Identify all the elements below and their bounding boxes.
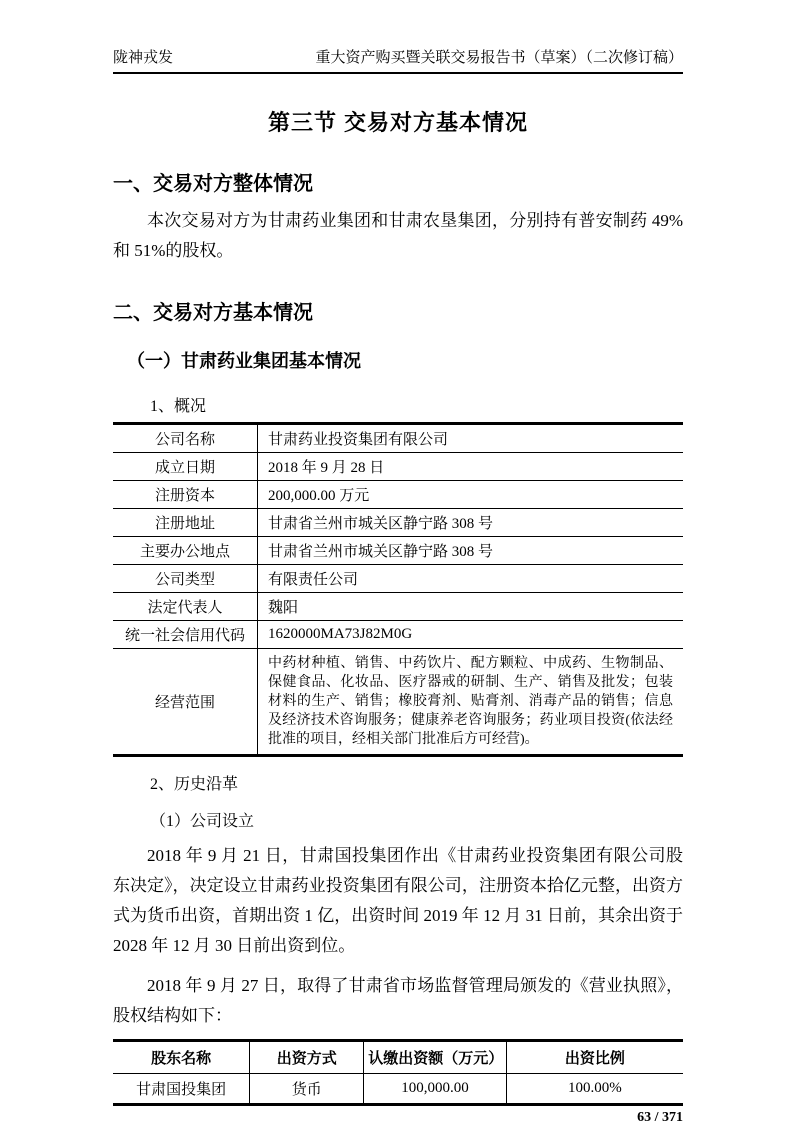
column-header-ratio: 出资比例	[506, 1041, 683, 1074]
field-label: 法定代表人	[113, 593, 258, 621]
field-label: 注册地址	[113, 509, 258, 537]
company-info-table	[113, 422, 683, 757]
shareholder-structure-table	[113, 1039, 683, 1106]
field-label: 统一社会信用代码	[113, 621, 258, 649]
field-value: 甘肃药业投资集团有限公司	[258, 424, 684, 453]
item-history: 2、历史沿革	[150, 776, 239, 793]
table-row	[113, 537, 683, 565]
header-company-short-name: 陇神戎发	[113, 50, 174, 66]
cell-contribution-mode: 货币	[250, 1074, 364, 1105]
field-label: 成立日期	[113, 453, 258, 481]
table-row	[113, 593, 683, 621]
item-overview: 1、概况	[150, 398, 207, 415]
table-row	[113, 621, 683, 649]
heading-counterparty-overall: 一、交易对方整体情况	[113, 173, 313, 195]
field-value: 魏阳	[258, 593, 684, 621]
cell-contribution-ratio: 100.00%	[506, 1074, 683, 1105]
column-header-subscribed-amount: 认缴出资额（万元）	[364, 1041, 507, 1074]
field-value: 甘肃省兰州市城关区静宁路 308 号	[258, 537, 684, 565]
table-row	[113, 453, 683, 481]
field-label: 主要办公地点	[113, 537, 258, 565]
table-row	[113, 481, 683, 509]
field-value: 有限责任公司	[258, 565, 684, 593]
paragraph-establishment-2: 2018 年 9 月 27 日，取得了甘肃省市场监督管理局颁发的《营业执照》，股权结构如下：	[113, 976, 683, 1025]
table-row	[113, 565, 683, 593]
field-label: 公司名称	[113, 424, 258, 453]
table-row	[113, 424, 683, 453]
heading-gansu-pharma-basic: （一）甘肃药业集团基本情况	[127, 351, 361, 371]
table-row	[113, 509, 683, 537]
cell-subscribed-amount: 100,000.00	[364, 1074, 507, 1105]
column-header-shareholder: 股东名称	[113, 1041, 250, 1074]
paragraph-counterparty-overall: 本次交易对方为甘肃药业集团和甘肃农垦集团，分别持有普安制药 49%和 51%的股权。	[113, 211, 683, 260]
running-header	[113, 46, 683, 74]
paragraph-establishment-1: 2018 年 9 月 21 日，甘肃国投集团作出《甘肃药业投资集团有限公司股东决定》，决定设立甘肃药业投资集团有限公司，注册资本拾亿元整，出资方式为货币出资，首期出资 1 亿，出资时间 2019 年 12 月 31 日前，其余出资于 2028 年 12 月 30 日前出资到位。	[113, 846, 683, 955]
field-value: 中药材种植、销售、中药饮片、配方颗粒、中成药、生物制品、保健食品、化妆品、医疗器戒的研制、生产、销售及批发；包装材料的生产、销售；橡胶膏剂、贴膏剂、消毒产品的销售；信息及经济技术咨询服务；健康养老咨询服务；药业项目投资(依法经批准的项目，经相关部门批准后方可经营)。	[268, 656, 673, 747]
table-header-row	[113, 1041, 683, 1074]
table-row	[113, 1074, 683, 1105]
field-value: 甘肃省兰州市城关区静宁路 308 号	[258, 509, 684, 537]
page-number: 63 / 371	[637, 1110, 683, 1122]
heading-counterparty-basic: 二、交易对方基本情况	[113, 302, 313, 324]
field-value: 2018 年 9 月 28 日	[258, 453, 684, 481]
table-row-business-scope	[113, 649, 683, 756]
chapter-title: 第三节 交易对方基本情况	[267, 110, 529, 135]
column-header-contribution-mode: 出资方式	[250, 1041, 364, 1074]
field-label: 注册资本	[113, 481, 258, 509]
field-label: 经营范围	[113, 649, 258, 756]
field-value: 200,000.00 万元	[258, 481, 684, 509]
cell-shareholder-name: 甘肃国投集团	[136, 1082, 227, 1098]
item-establishment: （1）公司设立	[150, 813, 255, 830]
header-report-title: 重大资产购买暨关联交易报告书（草案）（二次修订稿）	[315, 50, 683, 66]
field-value: 1620000MA73J82M0G	[258, 621, 684, 649]
field-label: 公司类型	[113, 565, 258, 593]
